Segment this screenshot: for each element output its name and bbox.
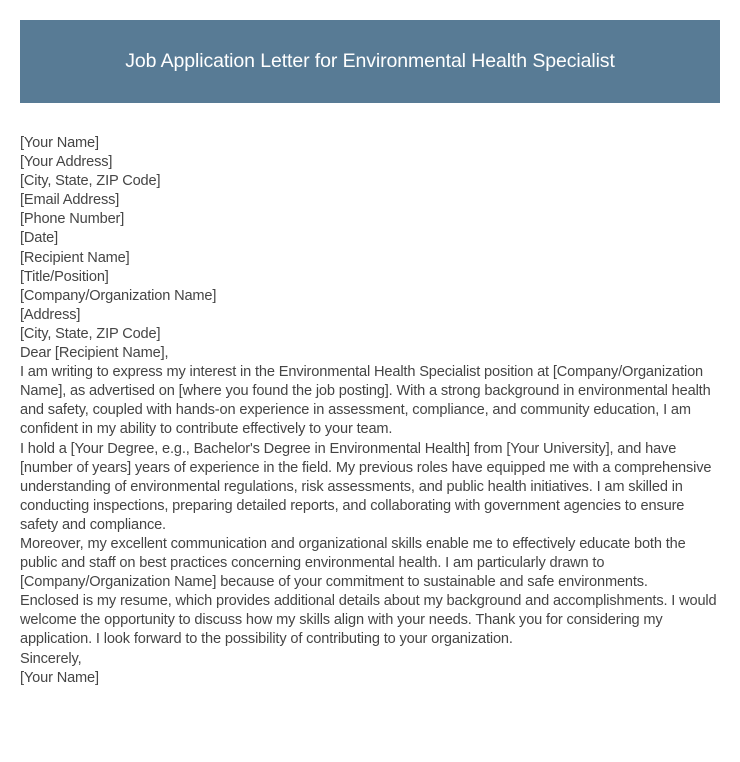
page-title: Job Application Letter for Environmental Health Specialist [125,50,615,72]
recipient-title: [Title/Position] [20,268,109,285]
recipient-company: [Company/Organization Name] [20,287,217,304]
sender-city-state-zip: [City, State, ZIP Code] [20,173,161,190]
sender-name: [Your Name] [20,135,99,151]
salutation: Dear [Recipient Name], [20,345,169,362]
sender-address: [Your Address] [20,154,113,171]
paragraph-closing: Enclosed is my resume, which provides additional details about my background and accomplishments. I would welcome the opportunity to discuss how my skills align with your needs. Thank you for considering my application. I look forward to the possibility of contributing to your organization. [20,593,717,648]
signature: [Your Name] [20,669,99,686]
recipient-address: [Address] [20,306,81,323]
paragraph-qualifications: I hold a [Your Degree, e.g., Bachelor's Degree in Environmental Health] from [Your University], and have [number of years] years of experience in the field. My previous roles have equipped me with a comprehensive understanding of environmental regulations, risk assessments, and public health initiatives. I am skilled in conducting inspections, preparing detailed reports, and collaborating with government agencies to ensure safety and compliance. [20,440,712,533]
title-banner [20,20,720,103]
sender-phone: [Phone Number] [20,211,125,228]
letter-date: [Date] [20,230,59,247]
paragraph-skills: Moreover, my excellent communication and organizational skills enable me to effectively educate both the public and staff on best practices concerning environmental health. I am particularly drawn to [Company/Organization Name] because of your commitment to sustainable and safe environments. [20,535,686,591]
recipient-city-state-zip: [City, State, ZIP Code] [20,325,161,342]
closing: Sincerely, [20,650,82,667]
letter-body [20,134,722,688]
sender-email: [Email Address] [20,192,120,209]
paragraph-intro: I am writing to express my interest in the Environmental Health Specialist position at [Company/Organization Name], as advertised on [where you found the job posting]. With a strong background in environmental health and safety, coupled with hands-on experience in assessment, compliance, and community education, I am confident in my ability to contribute effectively to your team. [20,364,711,438]
recipient-name: [Recipient Name] [20,249,130,266]
